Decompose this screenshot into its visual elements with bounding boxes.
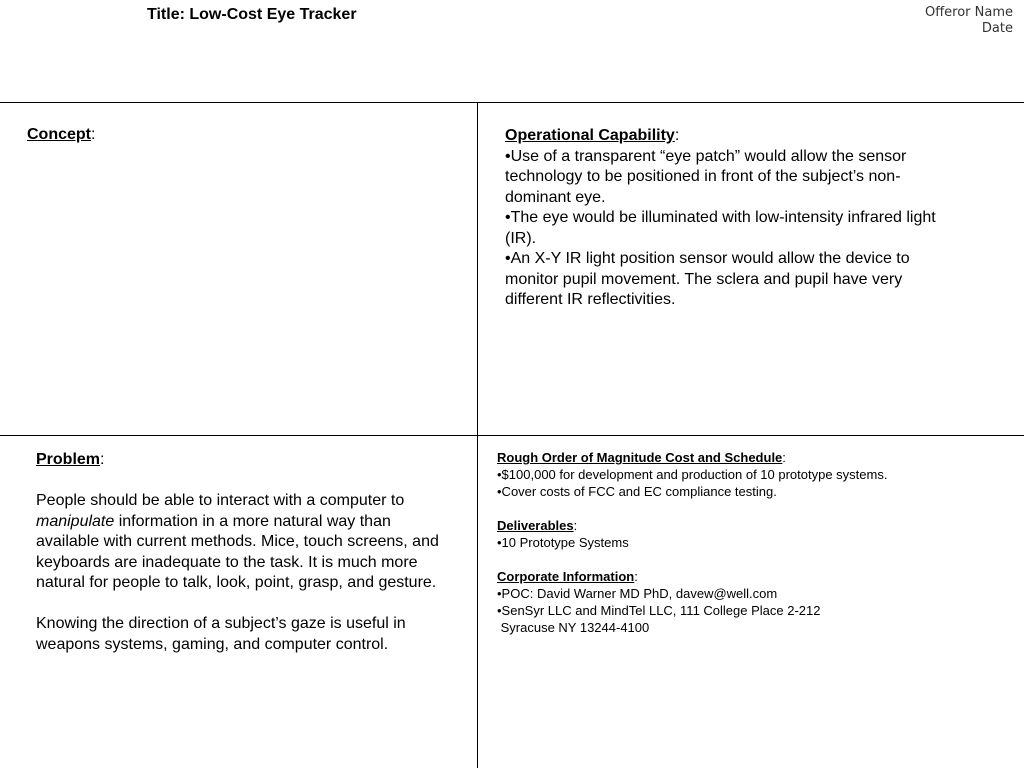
corporate-item: Syracuse NY 13244-4100 xyxy=(497,620,650,635)
deliverables-heading: Deliverables xyxy=(497,518,574,533)
operational-capability-colon: : xyxy=(674,127,680,144)
operational-capability-heading: Operational Capability xyxy=(505,127,675,144)
offeror-date: Date xyxy=(981,21,1013,36)
rom-heading: Rough Order of Magnitude Cost and Schedule xyxy=(497,450,783,465)
top-divider xyxy=(0,102,1024,103)
operational-capability-section xyxy=(505,126,945,311)
corporate-item: •SenSyr LLC and MindTel LLC, 111 College Place 2-212 xyxy=(497,603,821,618)
rom-colon: : xyxy=(782,450,786,465)
concept-colon: : xyxy=(91,126,96,143)
rom-item: •$100,000 for development and production of 10 prototype systems. xyxy=(497,467,888,482)
problem-para1-before: People should be able to interact with a computer to xyxy=(36,492,405,509)
offeror-name: Offeror Name xyxy=(924,5,1013,20)
offeror-block xyxy=(925,5,1013,37)
opcap-bullet: •The eye would be illuminated with low-intensity infrared light (IR). xyxy=(505,209,936,247)
problem-paragraph-2: Knowing the direction of a subject’s gaze is useful in weapons systems, gaming, and computer control. xyxy=(36,615,406,653)
concept-section xyxy=(27,126,95,144)
middle-divider xyxy=(0,435,1024,436)
problem-section xyxy=(36,450,456,655)
deliverables-colon: : xyxy=(573,518,578,533)
opcap-bullet: •Use of a transparent “eye patch” would allow the sensor technology to be positioned in front of the subject’s non-dominant eye. xyxy=(505,147,907,206)
problem-heading: Problem xyxy=(36,451,101,468)
rom-section xyxy=(497,449,997,636)
corporate-item: •POC: David Warner MD PhD, davew@well.com xyxy=(497,586,778,601)
corporate-heading: Corporate Information xyxy=(497,569,635,584)
problem-paragraph-1 xyxy=(36,491,456,594)
concept-heading: Concept xyxy=(27,126,91,143)
rom-item: •Cover costs of FCC and EC compliance testing. xyxy=(497,484,777,499)
problem-para1-italic: manipulate xyxy=(36,512,115,530)
vertical-divider xyxy=(477,102,478,768)
deliverables-item: •10 Prototype Systems xyxy=(497,535,629,550)
corporate-colon: : xyxy=(634,569,638,584)
problem-colon: : xyxy=(100,451,105,468)
problem-para1-after: information in a more natural way than available with current methods. Mice, touch screens, and keyboards are inadequate to the task. It is much more natural for people to talk, look, point, grasp, and gesture. xyxy=(36,512,439,591)
opcap-bullet: •An X-Y IR light position sensor would allow the device to monitor pupil movement. The sclera and pupil have very different IR reflectivities. xyxy=(505,250,910,308)
page-title: Title: Low-Cost Eye Tracker xyxy=(147,6,357,23)
